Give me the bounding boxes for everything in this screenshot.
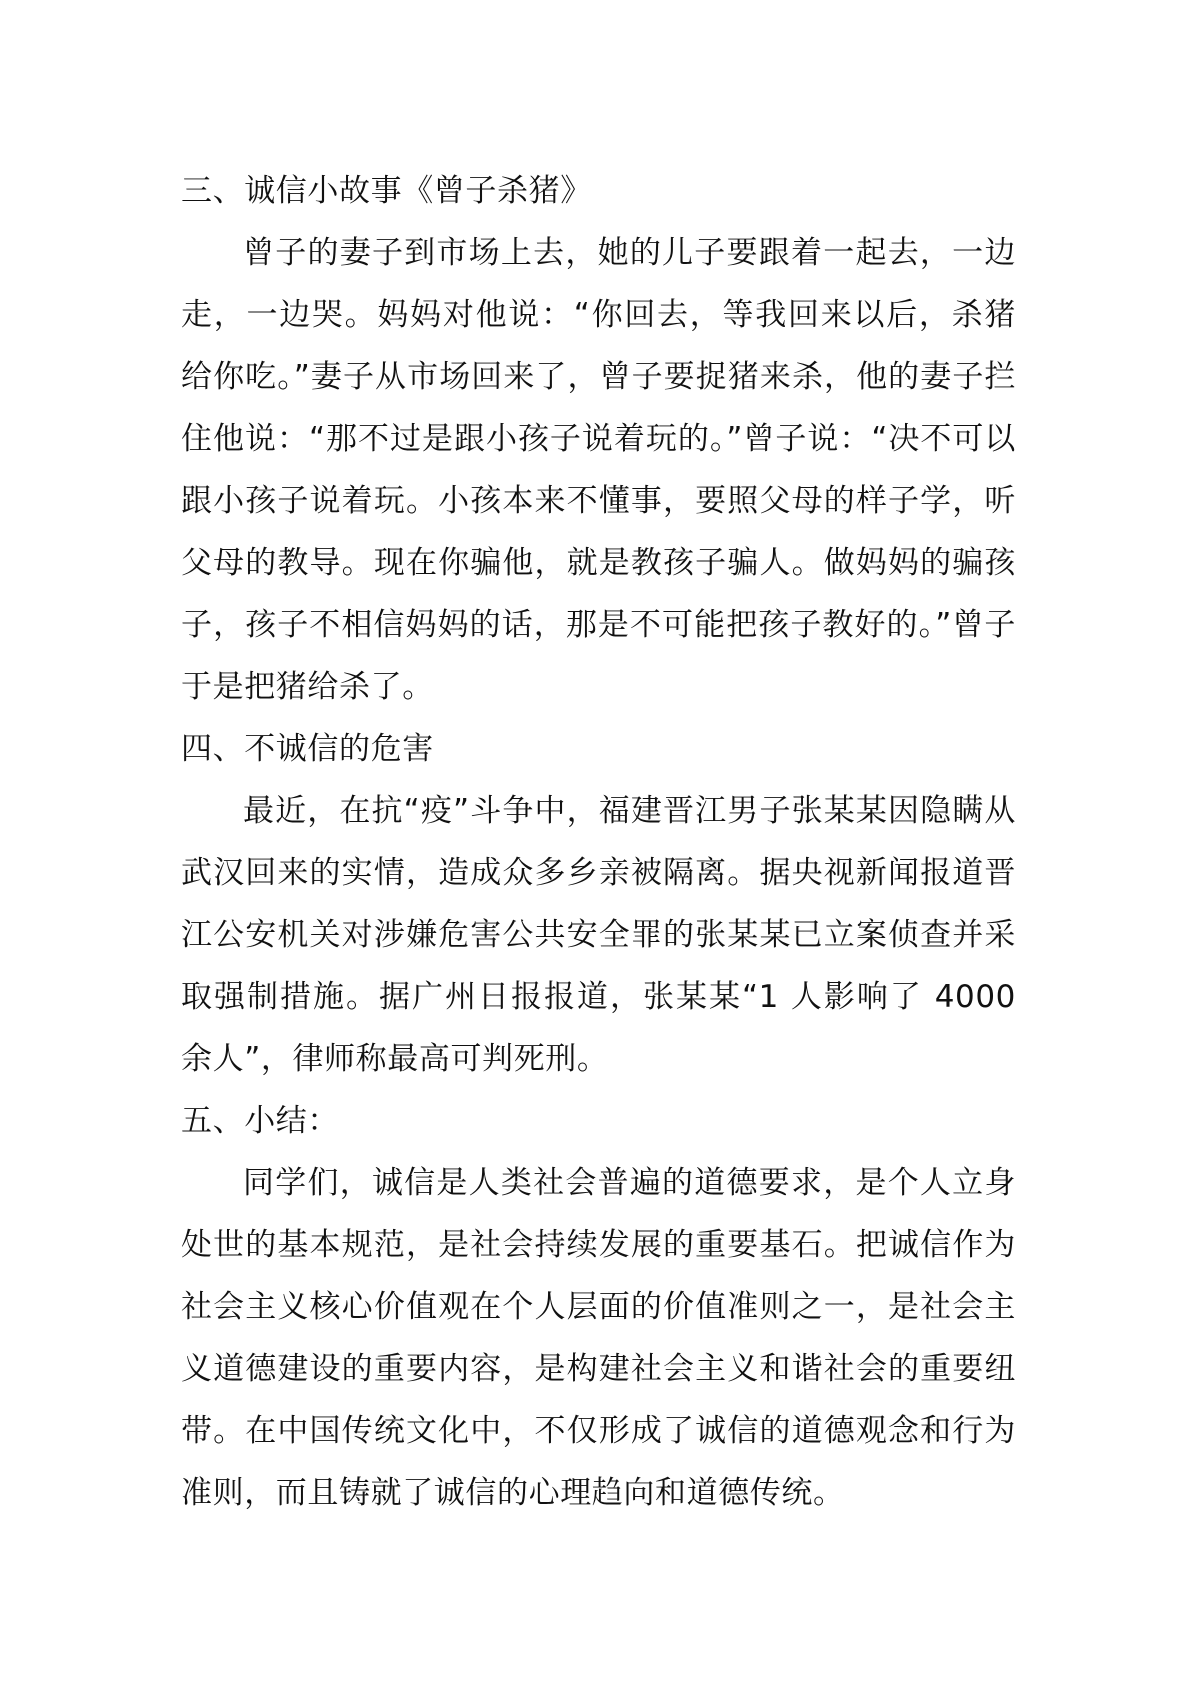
section-heading-harm: 四、不诚信的危害 [181, 731, 434, 767]
paragraph-summary: 同学们，诚信是人类社会普遍的道德要求，是个人立身处世的基本规范，是社会持续发展的重要基石。把诚信作为社会主义核心价值观在个人层面的价值准则之一，是社会主义道德建设的重要内容，是构建社会主义和谐社会的重要纽带。在中国传统文化中，不仅形成了诚信的道德观念和行为准则，而且铸就了诚信的心理趋向和道德传统。 [181, 1165, 1016, 1511]
paragraph-harm: 最近，在抗“疫”斗争中，福建晋江男子张某某因隐瞒从武汉回来的实情，造成众多乡亲被隔离。据央视新闻报道晋江公安机关对涉嫌危害公共安全罪的张某某已立案侦查并采取强制措施。据广州日报报道，张某某“1 人影响了 4000 余人”，律师称最高可判死刑。 [181, 793, 1016, 1077]
section-heading-summary: 五、小结： [181, 1103, 339, 1139]
document-body [181, 160, 1016, 1524]
paragraph-story: 曾子的妻子到市场上去，她的儿子要跟着一起去，一边走，一边哭。妈妈对他说：“你回去，等我回来以后，杀猪给你吃。”妻子从市场回来了，曾子要捉猪来杀，他的妻子拦住他说：“那不过是跟小孩子说着玩的。”曾子说：“决不可以跟小孩子说着玩。小孩本来不懂事，要照父母的样子学，听父母的教导。现在你骗他，就是教孩子骗人。做妈妈的骗孩子，孩子不相信妈妈的话，那是不可能把孩子教好的。”曾子于是把猪给杀了。 [181, 235, 1016, 705]
section-heading-story: 三、诚信小故事《曾子杀猪》 [181, 173, 592, 209]
